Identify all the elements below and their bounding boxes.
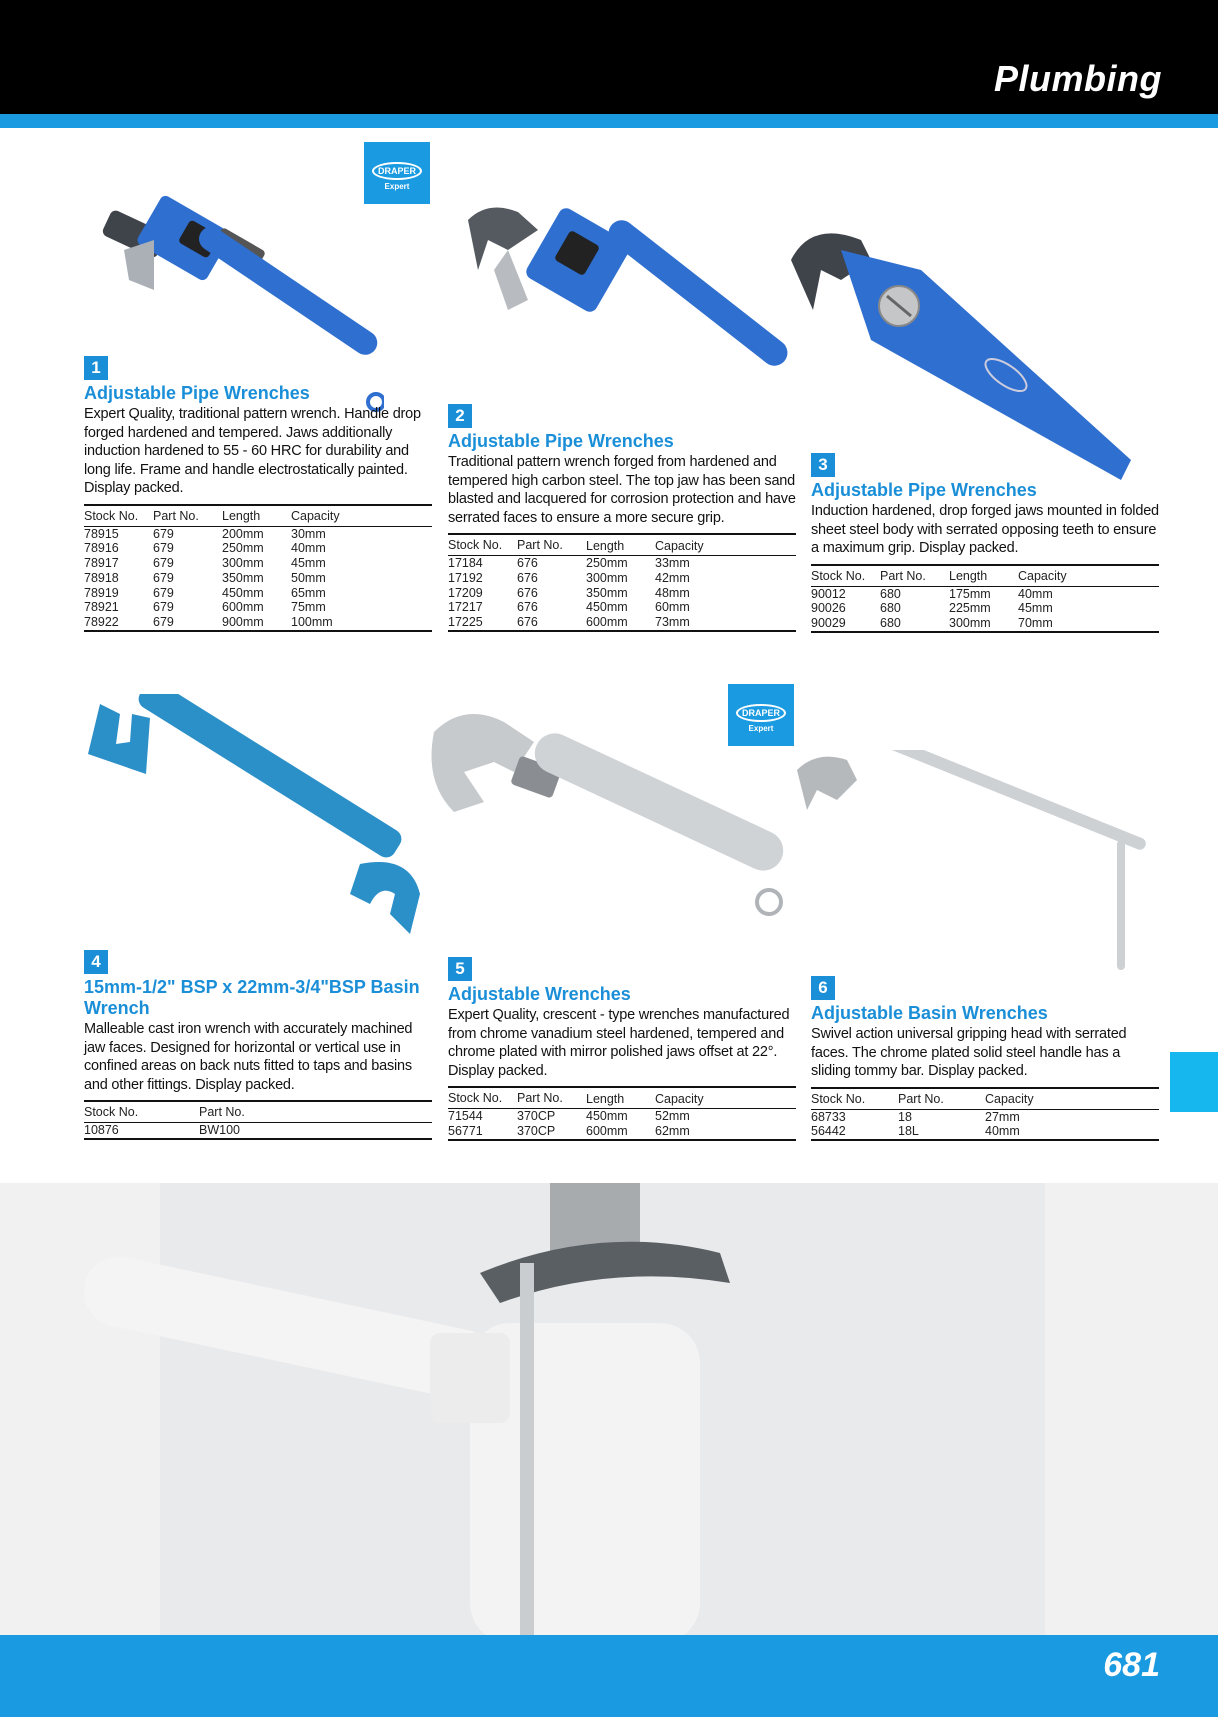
product-5 bbox=[448, 690, 796, 1170]
section-tab-marker bbox=[1170, 1052, 1218, 1112]
table-row: 56771 370CP 600mm 62mm bbox=[448, 1124, 796, 1140]
table-row: 78922 679 900mm 100mm bbox=[84, 615, 432, 631]
column-header: Capacity bbox=[291, 505, 432, 527]
product-description: Expert Quality, crescent - type wrenches manufactured from chrome vanadium steel hardened, tempered and chrome plated with mirror polished jaws offset at 22°. Display packed. bbox=[448, 1007, 790, 1079]
product-description: Traditional pattern wrench forged from hardened and tempered high carbon steel. The top jaw has been sand blasted and lacquered for corrosion protection and have serrated faces to ensure a more secure grip. bbox=[448, 454, 796, 526]
product-description: Malleable cast iron wrench with accurately machined jaw faces. Designed for horizontal or vertical use in confined areas on back nuts fitted to taps and basins and other fittings. Display packed. bbox=[84, 1021, 413, 1093]
table-row: 78917 679 300mm 45mm bbox=[84, 556, 326, 571]
product-title: Adjustable Basin Wrenches bbox=[811, 1003, 1048, 1023]
column-header: Part No. bbox=[517, 1087, 586, 1109]
column-header: Part No. bbox=[153, 505, 222, 527]
product-number-badge: 1 bbox=[84, 356, 108, 380]
basin-wrench-in-use-photo bbox=[0, 1183, 1218, 1635]
column-header: Stock No. bbox=[811, 1088, 898, 1110]
product-description: Induction hardened, drop forged jaws mounted in folded sheet steel body with serrated opposing teeth to ensure a maximum grip. Display packed. bbox=[811, 503, 1159, 556]
table-row: 78915 679 200mm 30mm bbox=[84, 526, 326, 541]
product-title: Adjustable Pipe Wrenches bbox=[84, 383, 310, 403]
column-header: Stock No. bbox=[84, 1101, 199, 1123]
draper-expert-logo: DRAPER Expert bbox=[728, 684, 794, 746]
draper-expert-logo: DRAPER Expert bbox=[364, 142, 430, 204]
table-row: 17217 676 450mm 60mm bbox=[448, 600, 690, 615]
column-header: Length bbox=[949, 565, 1018, 587]
spec-table bbox=[448, 1086, 796, 1141]
spec-table bbox=[448, 533, 796, 632]
basin-wrench-image bbox=[80, 694, 430, 974]
spec-table bbox=[811, 564, 1159, 633]
column-header: Length bbox=[586, 1087, 655, 1109]
column-header: Capacity bbox=[1018, 565, 1159, 587]
table-row: 56442 18L 40mm bbox=[811, 1124, 1159, 1140]
product-number-badge: 6 bbox=[811, 976, 835, 1000]
column-header: Stock No. bbox=[811, 565, 880, 587]
product-number-badge: 5 bbox=[448, 957, 472, 981]
spec-table bbox=[84, 1100, 432, 1140]
table-row: 17225 676 600mm 73mm bbox=[448, 615, 796, 631]
product-6 bbox=[811, 690, 1159, 1170]
product-number-badge: 2 bbox=[448, 404, 472, 428]
product-3 bbox=[811, 140, 1159, 660]
spec-table bbox=[811, 1087, 1159, 1142]
table-row: 90026 680 225mm 45mm bbox=[811, 601, 1053, 616]
table-row: 90029 680 300mm 70mm bbox=[811, 616, 1159, 632]
column-header: Part No. bbox=[199, 1101, 432, 1123]
product-description: Swivel action universal gripping head with serrated faces. The chrome plated solid steel handle has a sliding tommy bar. Display packed. bbox=[811, 1026, 1127, 1079]
table-row: 17209 676 350mm 48mm bbox=[448, 585, 690, 600]
column-header: Capacity bbox=[655, 1087, 796, 1109]
table-row: 78921 679 600mm 75mm bbox=[84, 600, 326, 615]
product-4 bbox=[84, 690, 432, 1170]
column-header: Length bbox=[222, 505, 291, 527]
column-header: Stock No. bbox=[448, 1087, 517, 1109]
column-header: Stock No. bbox=[448, 534, 517, 556]
table-row: 17192 676 300mm 42mm bbox=[448, 570, 690, 585]
spec-table bbox=[84, 504, 432, 633]
column-header: Part No. bbox=[898, 1088, 985, 1110]
table-row: 68733 18 27mm bbox=[811, 1109, 1020, 1124]
product-1 bbox=[84, 140, 432, 660]
table-row: 78919 679 450mm 65mm bbox=[84, 585, 326, 600]
header-stripe bbox=[0, 114, 1218, 128]
table-row: 78916 679 250mm 40mm bbox=[84, 541, 326, 556]
column-header: Part No. bbox=[517, 534, 586, 556]
product-number-badge: 3 bbox=[811, 453, 835, 477]
product-title: 15mm-1/2" BSP x 22mm-3/4"BSP Basin Wrench bbox=[84, 977, 420, 1018]
section-title: Plumbing bbox=[994, 58, 1162, 99]
product-2 bbox=[448, 140, 796, 660]
column-header: Capacity bbox=[985, 1088, 1159, 1110]
table-row: 71544 370CP 450mm 52mm bbox=[448, 1109, 690, 1123]
product-title: Adjustable Pipe Wrenches bbox=[811, 480, 1037, 500]
product-number-badge: 4 bbox=[84, 950, 108, 974]
column-header: Stock No. bbox=[84, 505, 153, 527]
page-number: 681 bbox=[1103, 1646, 1160, 1684]
table-row: 90012 680 175mm 40mm bbox=[811, 586, 1053, 601]
product-description: Expert Quality, traditional pattern wrench. Handle drop forged hardened and tempered. Jaws additionally induction hardened to 55 - 60 HRC for durability and long life. Frame and handle electrostatically painted. Display packed. bbox=[84, 406, 421, 496]
adjustable-wrench-image bbox=[424, 702, 794, 952]
column-header: Part No. bbox=[880, 565, 949, 587]
table-row: 17184 676 250mm 33mm bbox=[448, 556, 690, 570]
page-footer bbox=[0, 1635, 1218, 1717]
product-title: Adjustable Wrenches bbox=[448, 984, 631, 1004]
table-row: 10876 BW100 bbox=[84, 1123, 432, 1139]
column-header: Capacity bbox=[655, 534, 796, 556]
product-title: Adjustable Pipe Wrenches bbox=[448, 431, 674, 451]
table-row: 78918 679 350mm 50mm bbox=[84, 570, 326, 585]
column-header: Length bbox=[586, 534, 655, 556]
